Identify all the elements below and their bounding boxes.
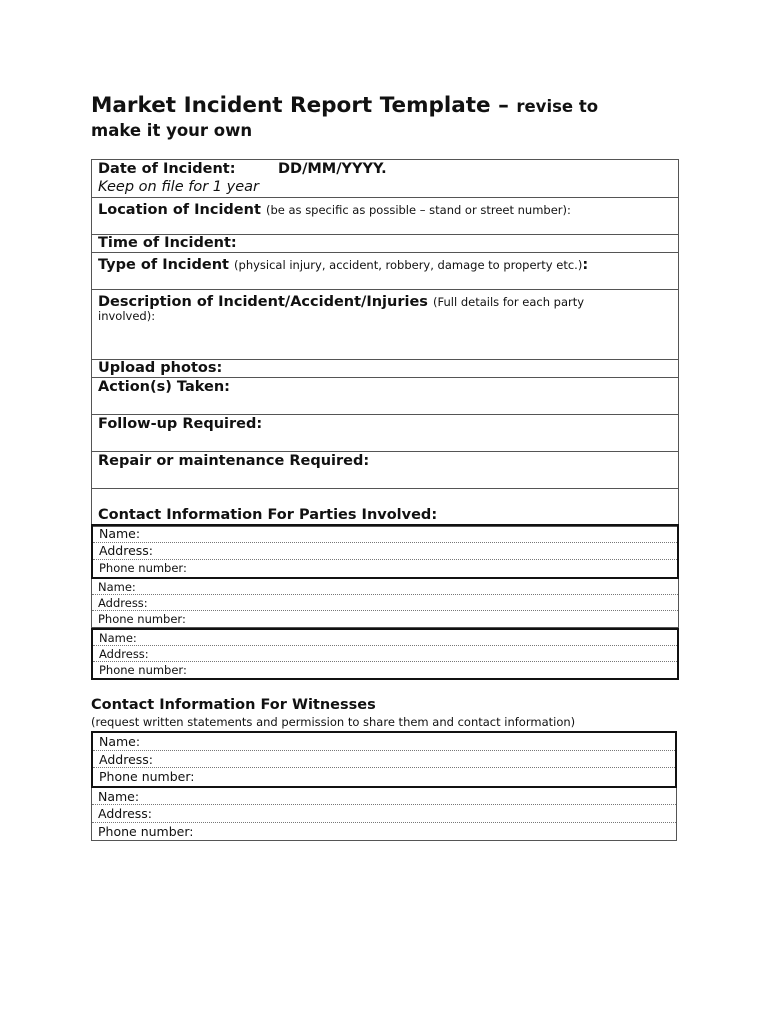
title-suffix: revise to (516, 97, 599, 116)
party-name-field[interactable]: Name: (92, 579, 678, 595)
title-dash: – (490, 93, 517, 118)
repair-label: Repair or maintenance Required: (98, 453, 370, 469)
witnesses-title: Contact Information For Witnesses (91, 697, 376, 713)
witness-name-field[interactable]: Name: (93, 733, 675, 751)
followup-label: Follow-up Required: (98, 416, 263, 432)
location-field (98, 199, 571, 218)
witness-group (91, 731, 677, 788)
party-group (91, 524, 679, 579)
document-header (91, 92, 681, 141)
date-label: Date of Incident: (98, 161, 236, 177)
incident-form-table (91, 159, 679, 527)
party-phone-field[interactable]: Phone number: (98, 612, 186, 626)
upload-label: Upload photos: (98, 360, 223, 376)
contact-label: Contact Information For Parties Involved: (98, 507, 438, 523)
description-note-cont: involved): (98, 309, 156, 323)
type-row[interactable] (92, 253, 678, 290)
time-row[interactable] (92, 235, 678, 253)
party-name-field[interactable]: Name: (93, 630, 677, 646)
type-note: (physical injury, accident, robbery, damage to property etc.) (234, 258, 583, 272)
repair-row[interactable] (92, 452, 678, 489)
page-title (91, 92, 681, 121)
witness-address-field[interactable]: Address: (93, 751, 675, 769)
location-note: (be as specific as possible – stand or street number): (265, 203, 571, 217)
actions-label: Action(s) Taken: (98, 379, 230, 395)
type-colon: : (582, 257, 589, 273)
witness-phone-field[interactable]: Phone number: (98, 823, 194, 839)
party-name-field[interactable]: Name: (93, 526, 677, 543)
location-label: Location of Incident (98, 202, 261, 218)
witness-phone-field[interactable]: Phone number: (99, 769, 195, 784)
witnesses-table (91, 731, 677, 841)
upload-row[interactable] (92, 360, 678, 378)
title-line2: make it your own (91, 121, 253, 140)
party-address-field[interactable]: Address: (93, 646, 677, 662)
parties-contacts (91, 524, 679, 680)
party-group (91, 579, 679, 628)
type-field (98, 254, 588, 273)
description-label: Description of Incident/Accident/Injuries (98, 294, 428, 310)
description-field (98, 291, 584, 310)
actions-row[interactable] (92, 378, 678, 415)
title-main: Market Incident Report Template (91, 93, 491, 118)
witness-name-field[interactable]: Name: (92, 788, 676, 806)
party-group (91, 628, 679, 680)
time-label: Time of Incident: (98, 235, 237, 251)
date-value: DD/MM/YYYY. (278, 161, 387, 177)
witnesses-note: (request written statements and permission to share them and contact information) (91, 715, 576, 729)
party-address-field[interactable]: Address: (92, 595, 678, 611)
keep-note: Keep on file for 1 year (98, 179, 259, 195)
party-phone-field[interactable]: Phone number: (99, 663, 187, 677)
location-row[interactable] (92, 198, 678, 235)
contact-header-row (92, 489, 678, 526)
party-address-field[interactable]: Address: (93, 543, 677, 560)
witness-group (91, 788, 677, 842)
description-row[interactable] (92, 290, 678, 360)
followup-row[interactable] (92, 415, 678, 452)
party-phone-field[interactable]: Phone number: (99, 561, 187, 575)
description-note: (Full details for each party (433, 295, 585, 309)
type-label: Type of Incident (98, 257, 229, 273)
witness-address-field[interactable]: Address: (92, 805, 676, 823)
date-row[interactable] (92, 160, 678, 198)
